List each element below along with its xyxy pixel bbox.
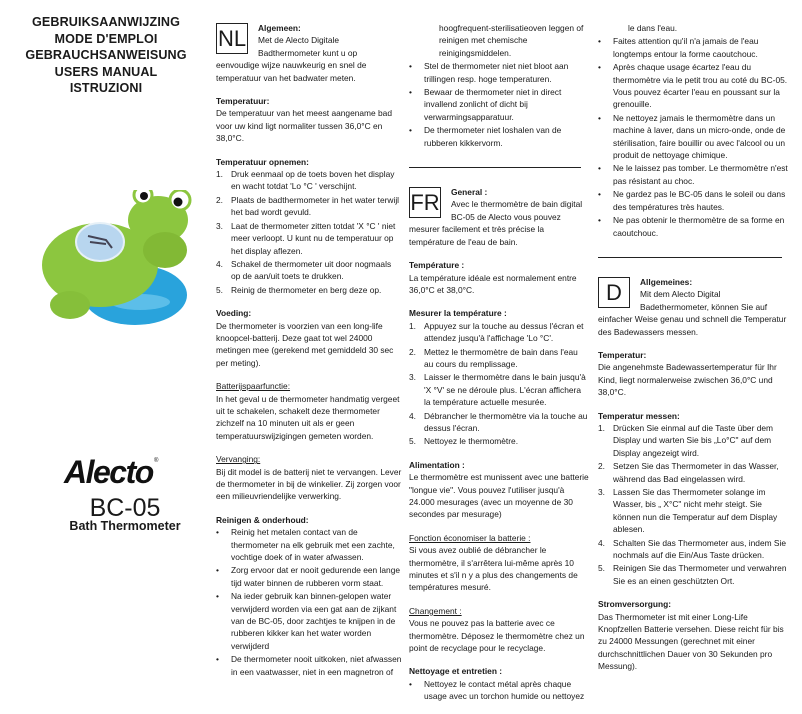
section-intro — [598, 276, 790, 338]
list-marker: • — [598, 62, 601, 73]
list-item-text: Ne pas obtenir le thermomètre de sa forme en caoutchouc. — [613, 215, 785, 238]
list-item-text: Débrancher le thermomètre via la touche au dessus l'écran. — [424, 410, 588, 433]
list-item-text: Reinig de thermometer en berg deze op. — [231, 284, 382, 295]
list-item — [216, 284, 402, 296]
title-it: ISTRUZIONI — [69, 81, 143, 95]
list-item — [409, 86, 589, 123]
list-item-text: Laisser le thermomètre dans le bain jusqu'à 'X °V' se ne déroule plus. L'écran affichera la température actuelle mesurée. — [424, 372, 586, 408]
product-subtitle: Bath Thermometer — [69, 519, 181, 533]
list-marker: • — [598, 189, 601, 200]
section-text: Das Thermometer ist mit einer Long-Life Knopfzellen Batterie versehen. Diese reicht für bis zu 24000 Messungen (gerechnet mit einer durchschnittlichen Dauer von 30 Sekunden pro Messung). — [598, 611, 784, 672]
list-item — [598, 460, 790, 485]
list-item-text: De thermometer nooit uitkoken, niet afwassen in een vaatwasser, niet in een magnetron of — [231, 654, 402, 677]
list-item-text: Reinig het metalen contact van de thermometer na elk gebruik met een zachte, vochtige doek of in water afwassen. — [231, 527, 395, 563]
list-item-text: Ne le laissez pas tomber. Le thermomètre n'est pas résistant au choc. — [613, 163, 788, 186]
list-marker: • — [598, 215, 601, 226]
list-marker: • — [409, 61, 412, 72]
list-item — [409, 435, 589, 447]
list-item-text: Na ieder gebruik kan binnen-gelopen water verwijderd worden via een gat aan de zijkant van de BC-05, door zachtjes te knijpen in de rubberen kikker kan het water worden verwijderd — [231, 591, 397, 651]
section-ol — [216, 156, 402, 296]
section-text: Die angenehmste Badewassertemperatur für Ihr Kind, liegt normalerweise zwischen 36,0°C und 38,0°C. — [598, 362, 777, 398]
section-heading: Température : — [409, 260, 465, 271]
model-number: BC-05 — [89, 494, 161, 522]
section-heading: Nettoyage et entretien : — [409, 666, 503, 677]
list-item — [216, 194, 402, 219]
section-divider — [409, 167, 581, 168]
list-marker: • — [409, 87, 412, 98]
list-item — [409, 124, 589, 149]
list-item — [598, 214, 790, 239]
section-list — [216, 526, 402, 678]
section-heading: Fonction économiser la batterie : — [409, 532, 531, 543]
section-list — [409, 320, 589, 448]
list-marker: 1. — [409, 320, 416, 331]
section-text: Avec le thermomètre de bain digital BC-05 de Alecto vous pouvez mesurer facilement et très précise la température de l'eau de bain. — [409, 199, 583, 247]
frog-thermometer-image — [40, 190, 210, 340]
section-heading: Algemeen: — [258, 23, 301, 33]
list-item-text: Drücken Sie einmal auf die Taste über dem Display und warten Sie bis „Lo°C" auf dem Display angezeigt wird. — [613, 422, 773, 458]
language-badge: D — [598, 277, 630, 308]
list-item-text: Zorg ervoor dat er nooit gedurende een lange tijd water binnen de rubberen vorm staat. — [231, 565, 401, 588]
list-item-text: Reinigen Sie das Thermometer und verwahren Sie es an einen geschützten Ort. — [613, 563, 787, 586]
section-intro — [216, 22, 402, 84]
section-divider — [598, 257, 782, 258]
section-intro — [409, 186, 589, 248]
section-para — [598, 349, 790, 399]
list-item-text: De thermometer niet loshalen van de rubberen kikkervorm. — [424, 125, 562, 148]
section-text: hoogfrequent-sterilisatieoven leggen of reinigen met chemische reinigingsmiddelen. — [439, 23, 584, 58]
section-text: le dans l'eau. — [628, 23, 678, 33]
section-heading: Alimentation : — [409, 459, 465, 470]
section-list — [409, 60, 589, 149]
list-marker: 3. — [409, 372, 416, 383]
svg-text:®: ® — [154, 458, 159, 464]
section-ol — [598, 410, 790, 588]
list-item — [216, 564, 402, 589]
list-marker: • — [598, 36, 601, 47]
section-para — [409, 259, 589, 296]
section-cont — [598, 22, 790, 34]
language-badge: NL — [216, 23, 248, 54]
list-marker: • — [409, 125, 412, 136]
list-marker: 2. — [216, 194, 223, 205]
list-item — [409, 371, 589, 408]
section-text: De thermometer is voorzien van een long-life knoopcel-batterij. Deze gaat tot wel 24000 metingen mee (gerekend met gemiddeld 30 sec per meting). — [216, 320, 394, 368]
section-heading: Voeding: — [216, 308, 252, 319]
list-marker: 2. — [409, 346, 416, 357]
list-item-text: Lassen Sie das Thermometer solange im Wasser, bis „ X°C" nicht mehr steigt. Sie können nun die Temperatur auf dem Display ablesen. — [613, 487, 778, 535]
column-dutch-french — [409, 22, 589, 714]
list-marker: 2. — [598, 461, 605, 472]
section-upara — [216, 380, 402, 442]
list-item-text: Plaats de badthermometer in het water terwijl het bad wordt gevuld. — [231, 194, 400, 218]
list-item-text: Druk eenmaal op de toets boven het display en wacht totdat 'Lo °C ' verschijnt. — [231, 169, 395, 192]
list-item — [598, 188, 790, 213]
language-badge: FR — [409, 187, 441, 218]
list-marker: 5. — [598, 563, 605, 574]
section-heading: Stromversorgung: — [598, 599, 672, 610]
section-heading: Temperatuur: — [216, 96, 270, 107]
section-text: Vous ne pouvez pas la batterie avec ce thermomètre. Déposez le thermomètre chez un point de recyclage pour le recyclage. — [409, 618, 585, 654]
list-item — [409, 320, 589, 345]
section-heading: Mesurer la température : — [409, 308, 507, 319]
section-text: Mit dem Alecto Digital Badethermometer, können Sie auf einfacher Weise genau und schnell die Temperatur des Badewassers messen. — [598, 289, 787, 337]
list-marker: 4. — [409, 410, 416, 421]
list-item-text: Faites attention qu'il n'a jamais de l'eau longtemps entour la forme caoutchouc. — [613, 36, 759, 59]
section-list — [598, 35, 790, 239]
list-item — [216, 526, 402, 563]
section-upara — [409, 532, 589, 594]
section-ul — [409, 60, 589, 149]
section-text: In het geval u de thermometer handmatig vergeet uit te schakelen, schakelt deze thermometer zichzelf na 10 minuten uit als er geen temperatuurswijzigingen gemeten worden. — [216, 393, 400, 441]
list-marker: 1. — [216, 169, 223, 180]
section-text: La température idéale est normalement entre 36,0°C et 38,0°C. — [409, 272, 577, 295]
section-ul — [216, 514, 402, 678]
list-item-text: Stel de thermometer niet niet bloot aan trillingen resp. hoge temperaturen. — [424, 61, 569, 84]
alecto-logo — [62, 450, 162, 490]
section-ul — [409, 665, 589, 702]
section-para — [409, 459, 589, 521]
list-item — [598, 486, 790, 536]
title-nl: GEBRUIKSAANWIJZING — [31, 15, 181, 29]
list-item-text: Ne gardez pas le BC-05 dans le soleil ou dans des températures très hautes. — [613, 189, 786, 212]
manual-titles — [0, 14, 212, 97]
list-item-text: Mettez le thermomètre de bain dans l'eau au cours du remplissage. — [424, 346, 578, 369]
section-ol — [409, 307, 589, 447]
list-item — [598, 422, 790, 459]
section-heading: Temperatur messen: — [598, 410, 680, 421]
column-dutch — [216, 22, 402, 689]
section-list — [216, 168, 402, 296]
list-item — [409, 60, 589, 85]
section-para — [598, 598, 790, 672]
section-heading: Changement : — [409, 605, 462, 616]
list-item-text: Ne nettoyez jamais le thermomètre dans un machine à laver, dans un micro-onde, onde de stérilisation, faire bouillir ou avec l'alcool ou un produit de nettoyage chimique. — [613, 112, 786, 161]
list-marker: • — [598, 163, 601, 174]
section-upara — [216, 453, 402, 503]
title-de: GEBRAUCHSANWEISUNG — [25, 48, 187, 62]
list-item — [216, 168, 402, 193]
list-item-text: Setzen Sie das Thermometer in das Wasser, während das Bad eingelassen wird. — [613, 461, 779, 484]
section-list — [409, 678, 589, 703]
list-marker: • — [598, 112, 601, 123]
list-item-text: Appuyez sur la touche au dessus l'écran et attendez jusqu'à l'affichage 'Lo °C'. — [424, 320, 584, 344]
list-item-text: Schakel de thermometer uit door nogmaals op de aan/uit toets te drukken. — [231, 258, 392, 282]
list-item-text: Nettoyez le thermomètre. — [424, 436, 519, 447]
column-french-german — [598, 22, 790, 684]
list-item — [216, 590, 402, 652]
title-fr: MODE D'EMPLOI — [54, 31, 158, 46]
section-ul — [598, 35, 790, 239]
list-item — [598, 562, 790, 587]
list-item — [598, 112, 790, 162]
list-item — [409, 678, 589, 703]
list-marker: 1. — [598, 422, 605, 433]
section-heading: Allgemeines: — [640, 276, 693, 287]
list-marker: 5. — [409, 436, 416, 447]
alecto-logo-text: Alecto — [64, 454, 153, 490]
list-marker: • — [216, 565, 219, 576]
list-item-text: Bewaar de thermometer niet in direct invallend zonlicht of dicht bij verwarmingsapparatuur. — [424, 87, 562, 122]
list-item — [409, 346, 589, 371]
section-text: Le thermomètre est munissent avec une batterie "longue vie". Vous pouvez l'utiliser jusqu'à 24.000 mesurages (avec un moyenne de 30 secondes par mesurage) — [409, 472, 589, 520]
list-item — [216, 258, 402, 283]
section-text: Bij dit model is de batterij niet te vervangen. Lever de thermometer in bij de winkelier. Zij zorgen voor een milieuvriendelijke verwerking. — [216, 466, 402, 502]
section-list — [598, 422, 790, 587]
list-item-text: Nettoyez le contact métal après chaque usage avec un torchon humide ou nettoyez — [424, 678, 585, 702]
list-item-text: Schalten Sie das Thermometer aus, indem Sie nochmals auf die Ein/Aus Taste drücken. — [613, 537, 787, 561]
list-item — [598, 35, 790, 60]
section-heading: Vervanging: — [216, 454, 261, 465]
section-heading: Reinigen & onderhoud: — [216, 514, 309, 525]
list-marker: 3. — [216, 220, 223, 231]
section-heading: General : — [451, 187, 488, 198]
section-para — [216, 95, 402, 145]
section-cont — [409, 22, 589, 59]
section-para — [216, 307, 402, 369]
list-marker: • — [216, 591, 219, 602]
list-item — [598, 61, 790, 111]
list-marker: • — [216, 654, 219, 665]
list-item — [409, 410, 589, 435]
section-heading: Temperatur: — [598, 349, 647, 360]
title-en: USERS MANUAL — [54, 64, 158, 79]
list-item — [216, 653, 402, 678]
section-text: De temperatuur van het meest aangename bad voor uw kind ligt normaliter tussen 36,0°C en 38,0°C. — [216, 108, 392, 144]
list-marker: 4. — [598, 537, 605, 548]
list-item-text: Après chaque usage écartez l'eau du thermomètre via le petit trou au coté du BC-05. Vous pouvez écarter l'eau en poussant sur la grenouille. — [613, 62, 788, 110]
list-marker: 5. — [216, 284, 223, 295]
list-marker: • — [409, 678, 412, 689]
list-item — [598, 162, 790, 187]
section-upara — [409, 605, 589, 655]
section-heading: Temperatuur opnemen: — [216, 156, 309, 167]
section-heading: Batterijspaarfunctie: — [216, 381, 291, 392]
section-text: Si vous avez oublié de débrancher le thermomètre, il s'arrêtera lui-même après 10 minutes et s'il n y a plus des changements de températures mesuré. — [409, 545, 578, 593]
list-item-text: Laat de thermometer zitten totdat 'X °C ' niet meer verloopt. U kunt nu de temperatuur op het display aflezen. — [231, 220, 396, 256]
section-text: Met de Alecto Digitale Badthermometer kunt u op eenvoudige wijze nauwkeurig en snel de temperatuur van het badwater meten. — [216, 35, 367, 83]
list-marker: 4. — [216, 258, 223, 269]
list-marker: • — [216, 527, 219, 538]
list-item — [598, 537, 790, 562]
list-item — [216, 220, 402, 257]
list-marker: 3. — [598, 487, 605, 497]
